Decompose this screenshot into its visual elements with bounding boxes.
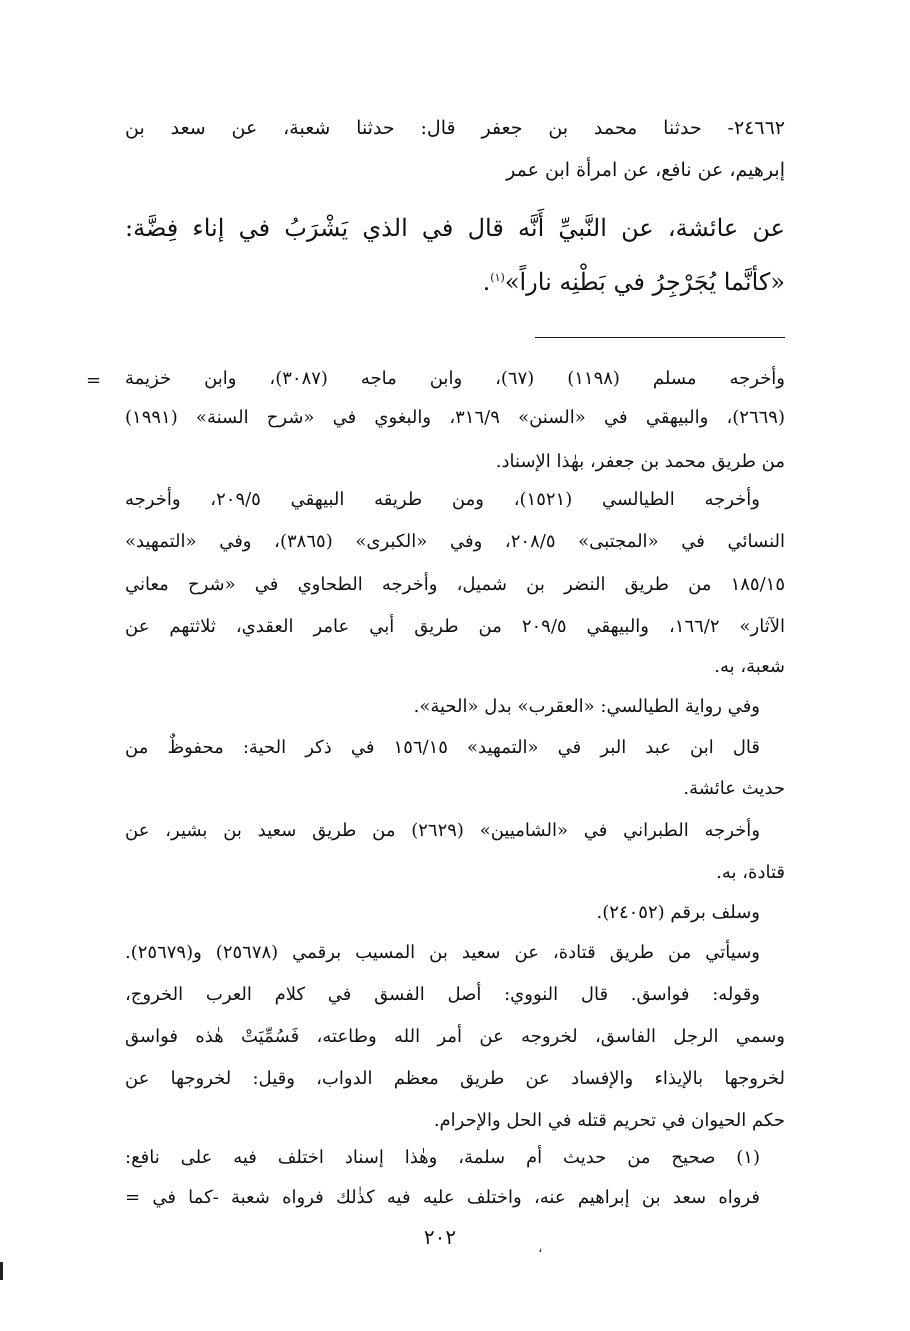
footnote-line: وأخرجه الطيالسي (١٥٢١)، ومن طريقه البيهقي ٢٠٩/٥، وأخرجه bbox=[125, 489, 760, 510]
hadith-line-4: «كأنَّما يُجَرْجِرُ في بَطْنِه ناراً»$^{(١)}$. bbox=[482, 268, 785, 296]
footnote-line: من طريق محمد بن جعفر، بهٰذا الإسناد. bbox=[495, 451, 785, 472]
stray-mark: ، bbox=[538, 1240, 543, 1256]
footnote-line: حديث عائشة. bbox=[683, 778, 785, 799]
footnote-line: (٢٦٦٩)، والبيهقي في «السنن» ٣١٦/٩، والبغوي في «شرح السنة» (١٩٩١) bbox=[125, 407, 785, 428]
footnote-line: وسيأتي من طريق قتادة، عن سعيد بن المسيب برقمي (٢٥٦٧٨) و(٢٥٦٧٩). bbox=[125, 942, 760, 963]
footnote-line: الآثار» ١٦٦/٢، والبيهقي ٢٠٩/٥ من طريق أبي عامر العقدي، ثلاثتهم عن bbox=[125, 616, 785, 637]
footnote-line: (١) صحيح من حديث أم سلمة، وهٰذا إسناد اختلف فيه على نافع: bbox=[125, 1147, 760, 1168]
footnote-line: وسلف برقم (٢٤٠٥٢). bbox=[596, 902, 760, 923]
footnote-line: وقوله: فواسق. قال النووي: أصل الفسق في كلام العرب الخروج، bbox=[125, 984, 760, 1005]
footnote-line: وأخرجه مسلم (١١٩٨) (٦٧)، وابن ماجه (٣٠٨٧)، وابن خزيمة bbox=[125, 368, 785, 389]
footnote-line: قال ابن عبد البر في «التمهيد» ١٥٦/١٥ في ذكر الحية: محفوظٌ من bbox=[125, 737, 761, 758]
footnote-line: وفي رواية الطيالسي: «العقرب» بدل «الحية». bbox=[413, 696, 760, 717]
hadith-line-2: إبرهيم، عن نافع، عن امرأة ابن عمر bbox=[506, 159, 785, 181]
footnote-line: وسمي الرجل الفاسق، لخروجه عن أمر الله وطاعته، فَسُمِّيَتْ هٰذه فواسق bbox=[125, 1026, 785, 1047]
footnote-line: ١٨٥/١٥ من طريق النضر بن شميل، وأخرجه الطحاوي في «شرح معاني bbox=[125, 574, 785, 595]
footnote-reference: (١) bbox=[490, 271, 505, 284]
continuation-mark: = bbox=[86, 370, 102, 391]
footnote-line: لخروجها بالإيذاء والإفساد عن طريق معظم الدواب، وقيل: لخروجها عن bbox=[125, 1068, 785, 1089]
hadith-quote: «كأنَّما يُجَرْجِرُ في بَطْنِه ناراً» bbox=[504, 268, 785, 296]
footnote-line: وأخرجه الطبراني في «الشاميين» (٢٦٢٩) من طريق سعيد بن بشير، عن bbox=[125, 820, 761, 841]
scan-edge-mark bbox=[0, 1262, 3, 1280]
footnote-line: فرواه سعد بن إبراهيم عنه، واختلف عليه فيه كذٰلك فرواه شعبة -كما في = bbox=[125, 1187, 760, 1208]
hadith-line-1: ٢٤٦٦٢- حدثنا محمد بن جعفر قال: حدثنا شعبة، عن سعد بن bbox=[125, 117, 785, 139]
footnote-divider bbox=[535, 337, 785, 338]
footnote-line: قتادة، به. bbox=[716, 862, 785, 883]
footnote-line: حكم الحيوان في تحريم قتله في الحل والإحرام. bbox=[433, 1110, 785, 1131]
footnote-line: النسائي في «المجتبى» ٢٠٨/٥، وفي «الكبرى» (٣٨٦٥)، وفي «التمهيد» bbox=[125, 531, 785, 552]
footnote-line: شعبة، به. bbox=[714, 656, 785, 677]
hadith-line-3: عن عائشة، عن النَّبيِّ أَنَّه قال في الذي يَشْرَبُ في إناء فِضَّة: bbox=[125, 214, 786, 242]
page-number: ٢٠٢ bbox=[423, 1225, 457, 1249]
